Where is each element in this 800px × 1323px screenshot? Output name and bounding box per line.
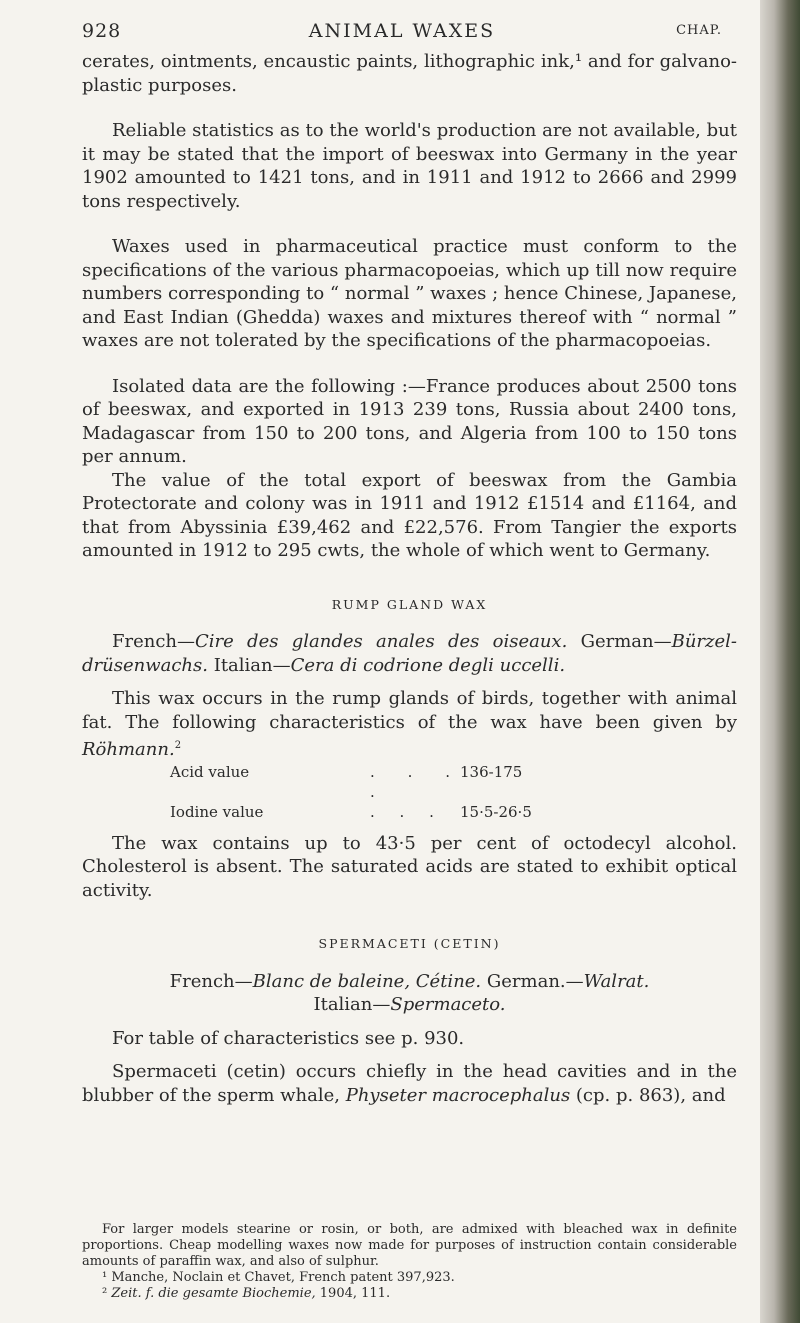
paragraph-statistics: Reliable statistics as to the world's production are not available, but it may be stated that the import of beeswax into Germany in the year 1902 amounted to 1421 tons, and in 1911 and 1912 to 2666 and 2999 tons respectively. [82,120,737,212]
rump-intro: This wax occurs in the rump glands of birds, together with animal fat. The following characteristics of the wax have been given by Röhmann.$^2$ [82,688,737,760]
footnote-models: For larger models stearine or rosin, or both, are admixed with bleached wax in definite proportions. Cheap modelling waxes now made for purposes of instruction contain considerable amounts of paraffin wax, and also of sulphur. [82,1222,737,1269]
rump-composition: The wax contains up to 43·5 per cent of octodecyl alcohol. Cholesterol is absent. The saturated acids are stated to exhibit optical activity. [82,832,737,901]
footnote-2: ² Zeit. f. die gesamte Biochemie, 1904, 111. [102,1286,391,1301]
page-body [82,50,737,1107]
running-header [82,14,722,44]
page-number: 928 [82,20,122,42]
rump-names: French—Cire des glandes anales des oiseaux. German—Bürzel-drüsenwachs. Italian—Cera di codrione degli uccelli. [82,631,738,676]
paragraph-export-value: The value of the total export of beeswax from the Gambia Protectorate and colony was in 1911 and 1912 £1514 and £1164, and that from Abyssinia £39,462 and £22,576. From Tangier the exports amounted in 1912 to 295 cwts, the whole of which went to Germany. [82,469,737,561]
section-heading-rump-gland-wax: RUMP GLAND WAX [331,596,488,612]
stat-row-iodine: Iodine value . . . 15·5-26·5 [170,802,532,821]
paragraph-isolated-data: Isolated data are the following :—France produces about 2500 tons of beeswax, and exported in 1913 239 tons, Russia about 2400 tons, Madagascar from 150 to 200 tons, and Algeria from 100 to 150 tons per annum. [82,375,737,467]
running-title: ANIMAL WAXES [308,20,496,42]
sperm-names-line1: French—Blanc de baleine, Cétine. German.—Walrat. [169,970,650,992]
paragraph-pharmaceutical: Waxes used in pharmaceutical practice must conform to the specifications of the various pharmacopoeias, which up till now require numbers corresponding to “ normal ” waxes ; hence Chinese, Japanese, and East Indian (Ghedda) waxes and mixtures thereof with “ normal ” waxes are not tolerated by the specifications of the pharmacopoeias. [82,236,737,351]
paragraph-cerates: cerates, ointments, encaustic paints, lithographic ink,¹ and for galvano-plastic purposes. [82,51,737,96]
sperm-occurrence: Spermaceti (cetin) occurs chiefly in the head cavities and in the blubber of the sperm whale, Physeter macrocephalus (cp. p. 863), and [82,1061,737,1106]
sperm-names-line2: Italian—Spermaceto. [313,994,506,1015]
chapter-label: CHAP. [676,23,722,38]
section-heading-spermaceti: SPERMACETI (CETIN) [318,936,501,951]
page-edge-shadow [760,0,800,1323]
stat-row-acid: Acid value . . . . 136-175 [170,762,523,801]
footnote-1: ¹ Manche, Noclain et Chavet, French patent 397,923. [102,1270,455,1285]
sperm-table-ref: For table of characteristics see p. 930. [112,1027,465,1049]
rump-stats [82,762,737,822]
footnotes [82,1222,737,1302]
